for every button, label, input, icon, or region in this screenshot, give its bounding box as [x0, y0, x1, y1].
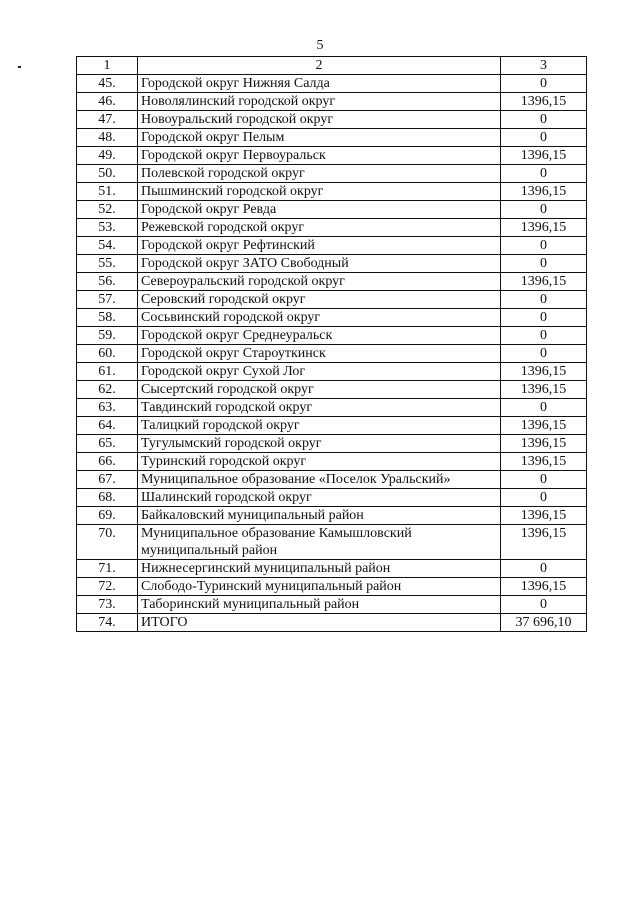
row-name: Городской округ Староуткинск — [138, 345, 501, 363]
row-name: Муниципальное образование Камышловский муниципальный район — [138, 525, 501, 560]
row-name: Полевской городской округ — [138, 165, 501, 183]
table-row — [77, 309, 587, 327]
row-value: 1396,15 — [501, 453, 587, 471]
row-number: 54. — [77, 237, 138, 255]
page-number: 5 — [316, 38, 324, 53]
row-value: 0 — [501, 489, 587, 507]
row-name: Туринский городской округ — [138, 453, 501, 471]
table-header-row — [77, 57, 587, 75]
row-number: 60. — [77, 345, 138, 363]
row-value: 0 — [501, 345, 587, 363]
row-number: 62. — [77, 381, 138, 399]
row-number: 55. — [77, 255, 138, 273]
row-number: 71. — [77, 560, 138, 578]
row-number: 73. — [77, 596, 138, 614]
header-cell-2: 2 — [138, 57, 501, 75]
table-row — [77, 255, 587, 273]
scan-mark — [18, 66, 21, 68]
row-number: 49. — [77, 147, 138, 165]
row-value: 0 — [501, 309, 587, 327]
row-number: 48. — [77, 129, 138, 147]
row-value: 0 — [501, 399, 587, 417]
row-name: Тугулымский городской округ — [138, 435, 501, 453]
row-number: 61. — [77, 363, 138, 381]
row-value: 1396,15 — [501, 381, 587, 399]
row-name: Сысертский городской округ — [138, 381, 501, 399]
row-number: 47. — [77, 111, 138, 129]
row-name: Тавдинский городской округ — [138, 399, 501, 417]
row-number: 59. — [77, 327, 138, 345]
table-row — [77, 165, 587, 183]
row-value: 0 — [501, 560, 587, 578]
row-number: 53. — [77, 219, 138, 237]
table-row — [77, 363, 587, 381]
row-name: Городской округ ЗАТО Свободный — [138, 255, 501, 273]
table-row — [77, 489, 587, 507]
row-number: 52. — [77, 201, 138, 219]
row-name: Нижнесергинский муниципальный район — [138, 560, 501, 578]
row-number: 63. — [77, 399, 138, 417]
table-row — [77, 596, 587, 614]
table-row — [77, 273, 587, 291]
header-cell-3: 3 — [501, 57, 587, 75]
row-number: 57. — [77, 291, 138, 309]
row-number: 72. — [77, 578, 138, 596]
row-value: 1396,15 — [501, 219, 587, 237]
table-row — [77, 435, 587, 453]
row-name: Городской округ Нижняя Салда — [138, 75, 501, 93]
table-row — [77, 129, 587, 147]
table-row — [77, 93, 587, 111]
row-name: Слободо-Туринский муниципальный район — [138, 578, 501, 596]
table-row — [77, 399, 587, 417]
table-row — [77, 201, 587, 219]
table-row — [77, 219, 587, 237]
row-name: Пышминский городской округ — [138, 183, 501, 201]
row-number: 64. — [77, 417, 138, 435]
row-name: Режевской городской округ — [138, 219, 501, 237]
table-row — [77, 525, 587, 560]
row-value: 1396,15 — [501, 183, 587, 201]
row-number: 74. — [77, 614, 138, 632]
table-row — [77, 327, 587, 345]
row-name: Городской округ Пелым — [138, 129, 501, 147]
row-value: 0 — [501, 291, 587, 309]
row-value: 0 — [501, 165, 587, 183]
row-value: 0 — [501, 75, 587, 93]
row-number: 46. — [77, 93, 138, 111]
row-name: Таборинский муниципальный район — [138, 596, 501, 614]
row-name: Новоуральский городской округ — [138, 111, 501, 129]
row-value: 1396,15 — [501, 507, 587, 525]
row-number: 45. — [77, 75, 138, 93]
row-name: Муниципальное образование «Поселок Уральский» — [138, 471, 501, 489]
row-value: 1396,15 — [501, 273, 587, 291]
row-value: 0 — [501, 201, 587, 219]
row-value: 1396,15 — [501, 93, 587, 111]
table-row — [77, 578, 587, 596]
row-name: Городской округ Ревда — [138, 201, 501, 219]
row-value: 0 — [501, 471, 587, 489]
row-number: 65. — [77, 435, 138, 453]
table-row — [77, 291, 587, 309]
table-row — [77, 453, 587, 471]
row-value: 0 — [501, 237, 587, 255]
row-value: 0 — [501, 327, 587, 345]
header-cell-1: 1 — [77, 57, 138, 75]
table-row — [77, 417, 587, 435]
table-row — [77, 560, 587, 578]
row-number: 56. — [77, 273, 138, 291]
row-name: Городской округ Сухой Лог — [138, 363, 501, 381]
row-number: 66. — [77, 453, 138, 471]
table-row — [77, 111, 587, 129]
table-row — [77, 75, 587, 93]
allocation-table — [76, 56, 587, 632]
table-row — [77, 345, 587, 363]
row-value: 1396,15 — [501, 435, 587, 453]
row-number: 51. — [77, 183, 138, 201]
row-name: Североуральский городской округ — [138, 273, 501, 291]
row-value: 1396,15 — [501, 147, 587, 165]
row-number: 50. — [77, 165, 138, 183]
row-name: Городской округ Первоуральск — [138, 147, 501, 165]
row-number: 58. — [77, 309, 138, 327]
row-value: 37 696,10 — [501, 614, 587, 632]
row-number: 70. — [77, 525, 138, 560]
table-row — [77, 237, 587, 255]
row-value: 0 — [501, 596, 587, 614]
row-name: Городской округ Среднеуральск — [138, 327, 501, 345]
row-name: Байкаловский муниципальный район — [138, 507, 501, 525]
row-name: Новолялинский городской округ — [138, 93, 501, 111]
row-value: 1396,15 — [501, 417, 587, 435]
row-value: 1396,15 — [501, 525, 587, 560]
row-name: Талицкий городской округ — [138, 417, 501, 435]
table-row — [77, 147, 587, 165]
table-row — [77, 614, 587, 632]
table-row — [77, 471, 587, 489]
row-name: Серовский городской округ — [138, 291, 501, 309]
row-value: 0 — [501, 255, 587, 273]
row-value: 0 — [501, 129, 587, 147]
table-body — [77, 57, 587, 632]
row-name: Сосьвинский городской округ — [138, 309, 501, 327]
row-number: 67. — [77, 471, 138, 489]
table-row — [77, 507, 587, 525]
table-row — [77, 183, 587, 201]
row-number: 69. — [77, 507, 138, 525]
row-value: 1396,15 — [501, 578, 587, 596]
row-value: 0 — [501, 111, 587, 129]
row-number: 68. — [77, 489, 138, 507]
row-name: ИТОГО — [138, 614, 501, 632]
row-name: Городской округ Рефтинский — [138, 237, 501, 255]
table-row — [77, 381, 587, 399]
row-name: Шалинский городской округ — [138, 489, 501, 507]
row-value: 1396,15 — [501, 363, 587, 381]
